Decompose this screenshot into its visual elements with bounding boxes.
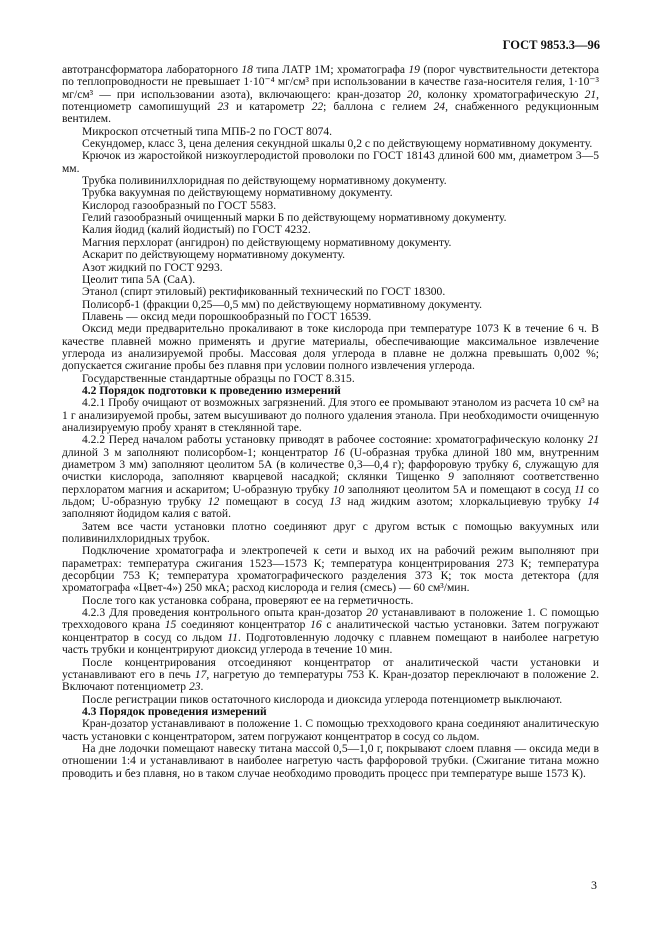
- paragraph: [62, 521, 599, 546]
- paragraph-text: После того как установка собрана, проверяют ее на герметичность.: [82, 594, 414, 607]
- paragraph-text: .: [200, 681, 204, 694]
- paragraph-text: Азот жидкий по ГОСТ 9293.: [82, 261, 223, 274]
- figure-reference-number: 23: [217, 101, 229, 114]
- paragraph-text: автотрансформатора лабораторного: [62, 64, 242, 76]
- paragraph: [62, 299, 599, 311]
- paragraph-text: Калия йодид (калий йодистый) по ГОСТ 4232.: [82, 224, 311, 237]
- paragraph: [62, 187, 599, 199]
- paragraph: [62, 200, 599, 212]
- paragraph-text: типа ЛАТР 1М; хроматографа: [252, 64, 409, 76]
- paragraph-text: Оксид меди предварительно прокаливают в токе кислорода при температуре 1073 К в течение 6 ч. В качестве плавней можно применять и другие материалы, обеспечивающие максимальное извлечение углерода из анализируемой пробы. Массовая доля углерода в плавне не должна превышать 0,002 %; допускается сжигание пробы без плавня при условии полного извлечения углерода.: [62, 323, 599, 373]
- paragraph-text: со льдом; U-образную трубку: [62, 483, 599, 509]
- paragraph-text: , колонку хроматографическую: [418, 88, 585, 101]
- paragraph-text: ; баллона с гелием: [323, 101, 434, 114]
- paragraph-text: Этанол (спирт этиловый) ректификованный технический по ГОСТ 18300.: [82, 286, 446, 299]
- figure-reference-number: 10: [332, 483, 345, 496]
- paragraph-text: и катарометр: [228, 101, 312, 114]
- paragraph: [62, 434, 599, 520]
- figure-reference-number: 19: [408, 64, 420, 76]
- paragraph: [62, 743, 599, 780]
- document-body: [62, 64, 599, 780]
- paragraph-text: заполняют цеолитом 5А и помещают в сосуд: [344, 483, 575, 496]
- paragraph-text: Микроскоп отсчетный типа МПБ-2 по ГОСТ 8074.: [82, 125, 333, 138]
- paragraph-text: Цеолит типа 5А (СаА).: [82, 273, 196, 286]
- paragraph-text: Подключение хроматографа и электропечей к сети и выход их на рабочий режим выполняют при параметрах: температура сжигания 1523—1573 К; температура концентрирования 273 К; температура десорбции 753 К; температура хроматографического разделения 373 К; ток моста детектора (для хроматографа «Цвет-4») 250 мкА; расход кислорода и гелия (смесь) — 60 см³/мин.: [62, 545, 599, 595]
- paragraph-text: (порог чувствительности детектора по теплопроводности не превышает 1·10⁻⁴ мг/см³ при использовании в качестве газа-носителя гелия, 1·10⁻³ мг/см³ — при использовании азота), включающего: кран-дозатор: [62, 64, 599, 101]
- paragraph-text: , потенциометр самопишущий: [62, 88, 599, 114]
- figure-reference-number: 16: [310, 619, 322, 632]
- paragraph: [62, 126, 599, 138]
- paragraph: [62, 718, 599, 743]
- paragraph-text: 4.2.2 Перед началом работы установку приводят в рабочее состояние: хроматографическую колонку: [82, 434, 588, 447]
- paragraph: [62, 175, 599, 187]
- figure-reference-number: 11: [227, 631, 238, 644]
- paragraph-text: заполняют йодидом калия с ватой.: [62, 508, 231, 521]
- figure-reference-number: 13: [329, 496, 341, 509]
- paragraph: [62, 138, 599, 150]
- figure-reference-number: 22: [311, 101, 324, 114]
- figure-reference-number: 23: [188, 681, 201, 694]
- paragraph: [62, 373, 599, 385]
- paragraph: [62, 64, 599, 126]
- paragraph-text: Кислород газообразный по ГОСТ 5583.: [82, 199, 277, 212]
- paragraph-text: На дне лодочки помещают навеску титана массой 0,5—1,0 г, покрывают слоем плавня — оксида меди в отношении 1:4 и устанавливают в наиболее нагретую часть фарфоровой трубки. (Сжигание титана можно проводить и без плавня, но в таком случае необходимо проводить процесс при температуре выше 1573 К).: [62, 742, 599, 780]
- paragraph-text: помещают в сосуд: [219, 496, 330, 509]
- paragraph-text: Крючок из жаростойкой низкоуглеродистой проволоки по ГОСТ 18143 длиной 600 мм, диаметром 3—5 мм.: [62, 150, 599, 175]
- figure-reference-number: 9: [448, 471, 454, 484]
- paragraph-text: 4.3 Порядок проведения измерений: [82, 705, 267, 718]
- section-heading: [62, 385, 599, 397]
- paragraph-text: , служащую для очистки кислорода, заполняют кварцевой насадкой; склянки Тищенко: [62, 459, 599, 484]
- figure-reference-number: 21: [587, 434, 599, 447]
- paragraph-text: 4.2.3 Для проведения контрольного опыта кран-дозатор: [82, 607, 367, 620]
- paragraph-text: Плавень — оксид меди порошкообразный по ГОСТ 16539.: [82, 310, 372, 323]
- paragraph: [62, 607, 599, 656]
- figure-reference-number: 14: [587, 496, 600, 509]
- paragraph-text: . Подготовленную лодочку с плавнем помещают в наиболее нагретую часть трубки и концентрируют диоксид углерода в течение 10 мин.: [62, 631, 599, 657]
- paragraph-text: Магния перхлорат (ангидрон) по действующему нормативному документу.: [82, 236, 452, 249]
- paragraph-text: над жидким азотом; хлоркальциевую трубку: [340, 496, 588, 509]
- section-heading: [62, 706, 599, 718]
- paragraph: [62, 262, 599, 274]
- figure-reference-number: 24: [433, 101, 446, 114]
- paragraph-text: После регистрации пиков остаточного кислорода и диоксида углерода потенциометр выключают.: [82, 693, 563, 706]
- paragraph: [62, 286, 599, 298]
- paragraph: [62, 657, 599, 694]
- paragraph-text: , снабженного редукционным вентилем.: [62, 101, 599, 126]
- figure-reference-number: 11: [574, 483, 585, 496]
- paragraph-text: , нагретую до температуры 753 К. Кран-дозатор переключают в положение 2. Включают потенциометр: [62, 668, 599, 694]
- figure-reference-number: 15: [164, 619, 177, 632]
- figure-reference-number: 18: [241, 64, 253, 76]
- paragraph-text: Кран-дозатор устанавливают в положение 1. С помощью трехходового крана соединяют аналитическую часть установки с концентратором, затем погружают концентратор в сосуд со льдом.: [62, 718, 599, 743]
- paragraph-text: Полисорб-1 (фракции 0,25—0,5 мм) по действующему нормативному документу.: [82, 298, 482, 311]
- figure-reference-number: 20: [407, 88, 419, 101]
- paragraph-text: Секундомер, класс 3, цена деления секундной шкалы 0,2 с по действующему нормативному документу.: [82, 138, 593, 151]
- figure-reference-number: 6: [512, 459, 519, 471]
- paragraph: [62, 274, 599, 286]
- figure-reference-number: 17: [194, 668, 207, 681]
- paragraph: [62, 249, 599, 261]
- paragraph: [62, 545, 599, 594]
- paragraph: [62, 323, 599, 372]
- paragraph-text: устанавливают в положение 1. С помощью трехходового крана: [62, 607, 599, 632]
- paragraph-text: Трубка вакуумная по действующему нормативному документу.: [82, 187, 393, 200]
- document-code-header: ГОСТ 9853.3—96: [502, 38, 600, 52]
- paragraph-text: Государственные стандартные образцы по ГОСТ 8.315.: [82, 372, 355, 385]
- paragraph: [62, 397, 599, 434]
- paragraph-text: 4.2.1 Пробу очищают от возможных загрязнений. Для этого ее промывают этанолом из расчета 10 см³ на 1 г анализируемой пробы, затем высушивают до полного удаления этанола. При необходимости очищенную анализируемую пробу хранят в стеклянной таре.: [62, 397, 599, 434]
- paragraph-text: Трубка поливинилхлоридная по действующему нормативному документу.: [82, 175, 447, 188]
- page-number: 3: [591, 878, 597, 892]
- figure-reference-number: 16: [333, 446, 345, 459]
- paragraph: [62, 237, 599, 249]
- paragraph: [62, 212, 599, 224]
- paragraph-text: (U-образная трубка длиной 180 мм, внутренним диаметром 3 мм) заполняют цеолитом 5А (в количестве 0,3—0,4 г); фарфоровую трубку: [62, 446, 599, 471]
- paragraph-text: После концентрирования отсоединяют концентратор от аналитической части установки и устанавливают его в печь: [62, 656, 599, 681]
- paragraph: [62, 595, 599, 607]
- paragraph-text: Затем все части установки плотно соединяют друг с другом встык с помощью вакуумных или поливинилхлоридных трубок.: [62, 520, 599, 546]
- paragraph-text: Аскарит по действующему нормативному документу.: [82, 249, 345, 262]
- paragraph: [62, 150, 599, 175]
- figure-reference-number: 12: [207, 496, 220, 509]
- paragraph: [62, 311, 599, 323]
- paragraph-text: соединяют концентратор: [176, 619, 311, 632]
- paragraph-text: длиной 3 м заполняют полисорбом-1; концентратор: [62, 446, 334, 459]
- paragraph-text: Гелий газообразный очищенный марки Б по действующему нормативному документу.: [82, 212, 507, 225]
- paragraph-text: с аналитической частью установки. Затем погружают концентратор в сосуд со льдом: [62, 619, 599, 644]
- paragraph: [62, 694, 599, 706]
- paragraph: [62, 224, 599, 236]
- figure-reference-number: 21: [584, 88, 597, 101]
- paragraph-text: заполняют соответственно перхлоратом магния и аскаритом; U-образную трубку: [62, 471, 599, 496]
- figure-reference-number: 20: [366, 607, 378, 620]
- paragraph-text: 4.2 Порядок подготовки к проведению измерений: [82, 384, 341, 397]
